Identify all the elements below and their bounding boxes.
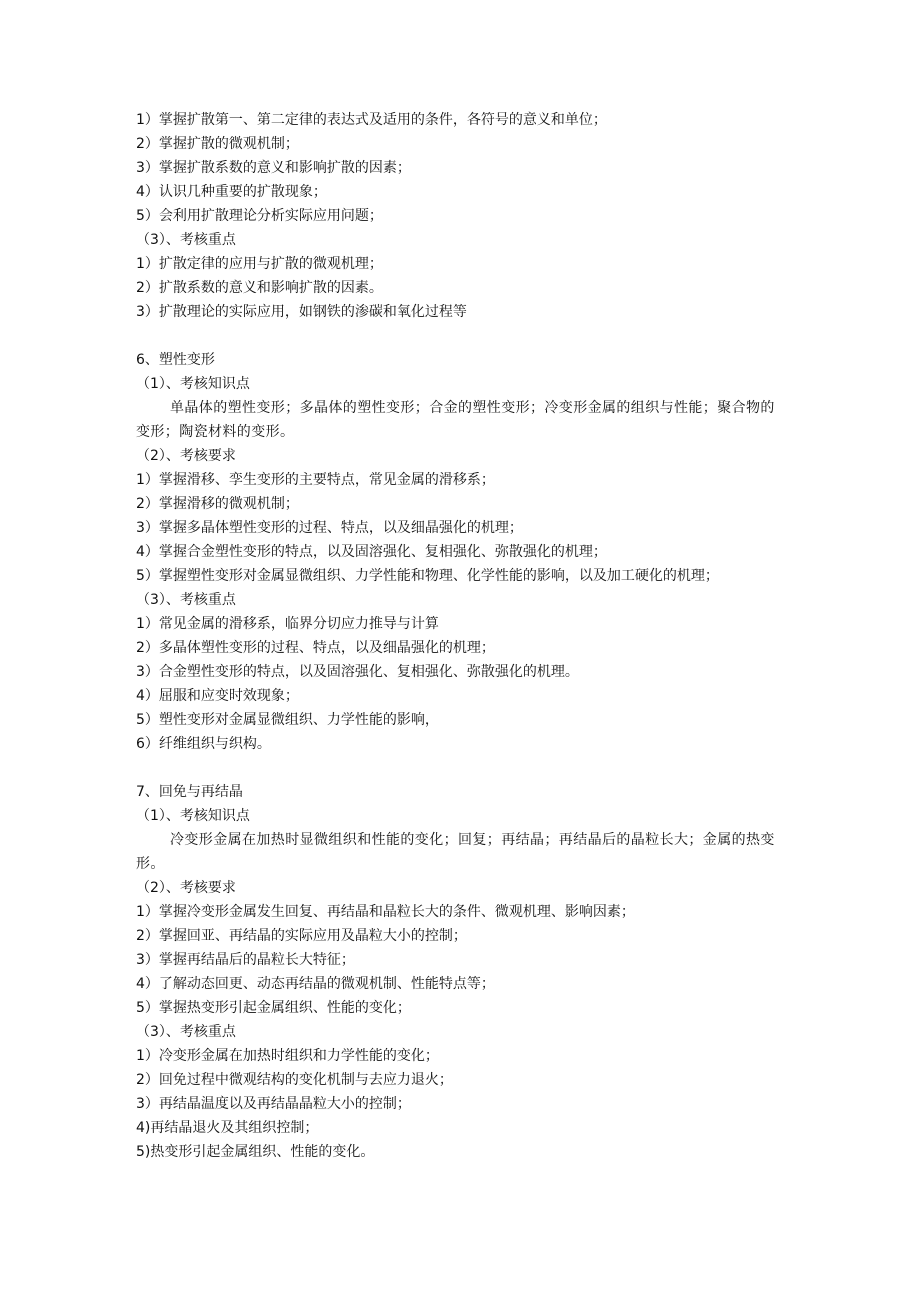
subsection-heading: （1）、考核知识点 [136,376,250,392]
list-item: 5）掌握热变形引起金属组织、性能的变化； [136,1000,411,1016]
section-title: 6、塑性变形 [136,352,215,368]
list-item: 4）了解动态回更、动态再结晶的微观机制、性能特点等； [136,976,495,992]
list-item: 4)再结晶退火及其组织控制； [136,1120,319,1136]
list-item: 5）会利用扩散理论分析实际应用问题； [136,208,383,224]
list-item: 3）掌握多晶体塑性变形的过程、特点，以及细晶强化的机理； [136,520,523,536]
subsection-heading: （3）、考核重点 [136,1024,236,1040]
subsection-heading: （2）、考核要求 [136,880,236,896]
subsection-heading: （1）、考核知识点 [136,808,250,824]
list-item: 6）纤维组织与织构。 [136,736,271,752]
list-item: 4）掌握合金塑性变形的特点，以及固溶强化、复相强化、弥散强化的机理； [136,544,607,560]
subsection-heading: （3）、考核重点 [136,592,236,608]
section-title: 7、回免与再结晶 [136,784,243,800]
list-item: 4）屈服和应变时效现象； [136,688,299,704]
paragraph: 单晶体的塑性变形；多晶体的塑性变形；合金的塑性变形；冷变形金属的组织与性能；聚合物的变形；陶瓷材料的变形。 [136,400,775,440]
subsection-heading: （3）、考核重点 [136,232,236,248]
list-item: 2）回免过程中微观结构的变化机制与去应力退火； [136,1072,453,1088]
list-item: 1）冷变形金属在加热时组织和力学性能的变化； [136,1048,439,1064]
list-item: 4）认识几种重要的扩散现象； [136,184,327,200]
list-item: 2）多晶体塑性变形的过程、特点，以及细晶强化的机理； [136,640,495,656]
list-item: 1）掌握扩散第一、第二定律的表达式及适用的条件，各符号的意义和单位； [136,112,607,128]
list-item: 1）掌握滑移、孪生变形的主要特点，常见金属的滑移系； [136,472,495,488]
list-item: 5）掌握塑性变形对金属显微组织、力学性能和物理、化学性能的影响，以及加工硬化的机理； [136,568,719,584]
spacer [136,324,776,348]
document-page [136,108,776,1164]
list-item: 3）合金塑性变形的特点，以及固溶强化、复相强化、弥散强化的机理。 [136,664,579,680]
list-item: 2）掌握扩散的微观机制； [136,136,299,152]
list-item: 2）掌握回亚、再结晶的实际应用及晶粒大小的控制； [136,928,467,944]
paragraph: 冷变形金属在加热时显微组织和性能的变化；回复；再结晶；再结晶后的晶粒长大；金属的热变形。 [136,832,775,872]
list-item: 5)热变形引起金属组织、性能的变化。 [136,1144,375,1160]
spacer [136,756,776,780]
subsection-heading: （2）、考核要求 [136,448,236,464]
list-item: 1）掌握冷变形金属发生回复、再结晶和晶粒长大的条件、微观机理、影响因素； [136,904,635,920]
list-item: 2）扩散系数的意义和影响扩散的因素。 [136,280,383,296]
list-item: 1）常见金属的滑移系，临界分切应力推导与计算 [136,616,439,632]
list-item: 5）塑性变形对金属显微组织、力学性能的影响， [136,712,439,728]
list-item: 3）掌握再结晶后的晶粒长大特征； [136,952,355,968]
list-item: 2）掌握滑移的微观机制； [136,496,299,512]
list-item: 3）扩散理论的实际应用，如钢铁的渗碳和氧化过程等 [136,304,467,320]
list-item: 1）扩散定律的应用与扩散的微观机理； [136,256,383,272]
list-item: 3）掌握扩散系数的意义和影响扩散的因素； [136,160,411,176]
list-item: 3）再结晶温度以及再结晶晶粒大小的控制； [136,1096,411,1112]
